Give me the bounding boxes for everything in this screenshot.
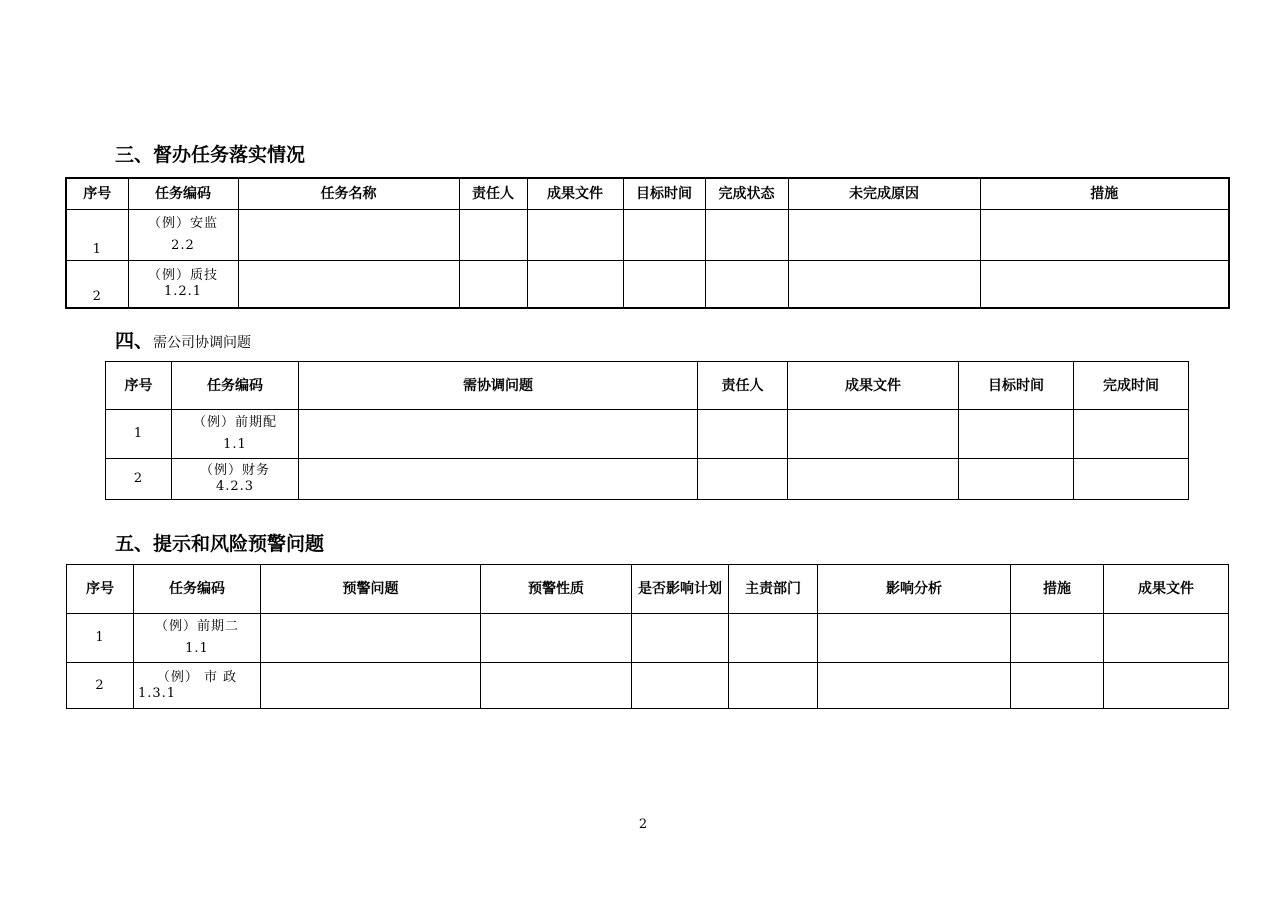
- row-task-code: [172, 410, 299, 459]
- row-seq: 2: [106, 459, 172, 500]
- cell-empty: [299, 459, 698, 500]
- table-header-row: [66, 178, 1229, 210]
- header-task-name: 任务名称: [238, 178, 459, 210]
- cell-empty: [238, 210, 459, 261]
- header-deliverable: 成果文件: [788, 362, 959, 410]
- cell-empty: [481, 663, 632, 709]
- task-code-line2: 1.1: [185, 641, 209, 656]
- cell-empty: [818, 614, 1011, 663]
- section3-title: 三、督办任务落实情况: [115, 144, 306, 166]
- header-seq: 序号: [106, 362, 172, 410]
- cell-empty: [459, 210, 527, 261]
- header-incomplete-reason: 未完成原因: [788, 178, 980, 210]
- task-code-line1: （例）前期二: [154, 619, 239, 634]
- table-row: [106, 459, 1189, 500]
- cell-empty: [632, 614, 729, 663]
- cell-empty: [299, 410, 698, 459]
- section4-title-number: 四、: [115, 330, 154, 352]
- cell-empty: [1074, 459, 1189, 500]
- cell-empty: [788, 410, 959, 459]
- header-owner: 责任人: [698, 362, 788, 410]
- task-code-line1: （例）安监: [147, 216, 218, 231]
- cell-empty: [527, 261, 623, 309]
- header-seq: 序号: [66, 178, 128, 210]
- header-measures: 措施: [980, 178, 1229, 210]
- header-task-code: 任务编码: [128, 178, 238, 210]
- cell-empty: [698, 410, 788, 459]
- header-warning-issue: 预警问题: [261, 565, 481, 614]
- table-row: [67, 614, 1229, 663]
- table-header-row: [106, 362, 1189, 410]
- task-code-line1: （例）前期配: [192, 415, 277, 430]
- table-row: [106, 410, 1189, 459]
- cell-empty: [729, 663, 818, 709]
- task-code-line2: 1.1: [223, 437, 247, 452]
- cell-empty: [632, 663, 729, 709]
- cell-empty: [623, 261, 705, 309]
- cell-empty: [459, 261, 527, 309]
- cell-empty: [729, 614, 818, 663]
- cell-empty: [1011, 663, 1104, 709]
- header-lead-department: 主责部门: [729, 565, 818, 614]
- section5-title: 五、提示和风险预警问题: [115, 533, 325, 555]
- header-task-code: 任务编码: [134, 565, 261, 614]
- row-task-code: [134, 614, 261, 663]
- task-code-line1: （例）质技: [147, 268, 218, 283]
- header-target-time: 目标时间: [623, 178, 705, 210]
- table-row: [66, 261, 1229, 309]
- header-status: 完成状态: [705, 178, 788, 210]
- header-task-code: 任务编码: [172, 362, 299, 410]
- section4-title: [115, 329, 251, 355]
- row-seq: 1: [67, 614, 134, 663]
- task-code-line2: 4.2.3: [215, 479, 255, 494]
- cell-empty: [788, 210, 980, 261]
- coordination-issue-table: [105, 361, 1189, 500]
- header-deliverable: 成果文件: [1104, 565, 1229, 614]
- row-task-code: [172, 459, 299, 500]
- row-task-code: [134, 663, 261, 709]
- header-deliverable: 成果文件: [527, 178, 623, 210]
- cell-empty: [698, 459, 788, 500]
- task-code-line1: （例）财务: [199, 463, 270, 478]
- task-code-line2: 2.2: [171, 238, 195, 253]
- cell-empty: [980, 261, 1229, 309]
- supervision-task-table: [65, 177, 1230, 309]
- cell-empty: [481, 614, 632, 663]
- task-code-line2: 1.2.1: [163, 284, 203, 299]
- row-seq: 2: [67, 663, 134, 709]
- task-code-line2: 1.3.1: [138, 685, 177, 701]
- page-number: 2: [638, 817, 648, 832]
- cell-empty: [788, 261, 980, 309]
- cell-empty: [705, 261, 788, 309]
- header-impact-analysis: 影响分析: [818, 565, 1011, 614]
- cell-empty: [959, 459, 1074, 500]
- row-seq: 2: [66, 261, 128, 309]
- cell-empty: [818, 663, 1011, 709]
- cell-empty: [1074, 410, 1189, 459]
- cell-empty: [1011, 614, 1104, 663]
- cell-empty: [623, 210, 705, 261]
- section4-title-text: 需公司协调问题: [153, 335, 252, 351]
- cell-empty: [959, 410, 1074, 459]
- cell-empty: [788, 459, 959, 500]
- header-affects-plan: 是否影响计划: [632, 565, 729, 614]
- cell-empty: [238, 261, 459, 309]
- cell-empty: [1104, 663, 1229, 709]
- header-coordination-issue: 需协调问题: [299, 362, 698, 410]
- row-task-code: [128, 210, 238, 261]
- header-owner: 责任人: [459, 178, 527, 210]
- header-completion-time: 完成时间: [1074, 362, 1189, 410]
- risk-warning-table: [66, 564, 1229, 709]
- table-row: [67, 663, 1229, 709]
- header-warning-nature: 预警性质: [481, 565, 632, 614]
- header-measures: 措施: [1011, 565, 1104, 614]
- header-target-time: 目标时间: [959, 362, 1074, 410]
- cell-empty: [705, 210, 788, 261]
- task-code-line1: （例） 市 政: [156, 669, 238, 685]
- table-header-row: [67, 565, 1229, 614]
- row-seq: 1: [66, 210, 128, 261]
- row-seq: 1: [106, 410, 172, 459]
- cell-empty: [980, 210, 1229, 261]
- table-row: [66, 210, 1229, 261]
- cell-empty: [527, 210, 623, 261]
- cell-empty: [261, 614, 481, 663]
- cell-empty: [261, 663, 481, 709]
- header-seq: 序号: [67, 565, 134, 614]
- cell-empty: [1104, 614, 1229, 663]
- row-task-code: [128, 261, 238, 309]
